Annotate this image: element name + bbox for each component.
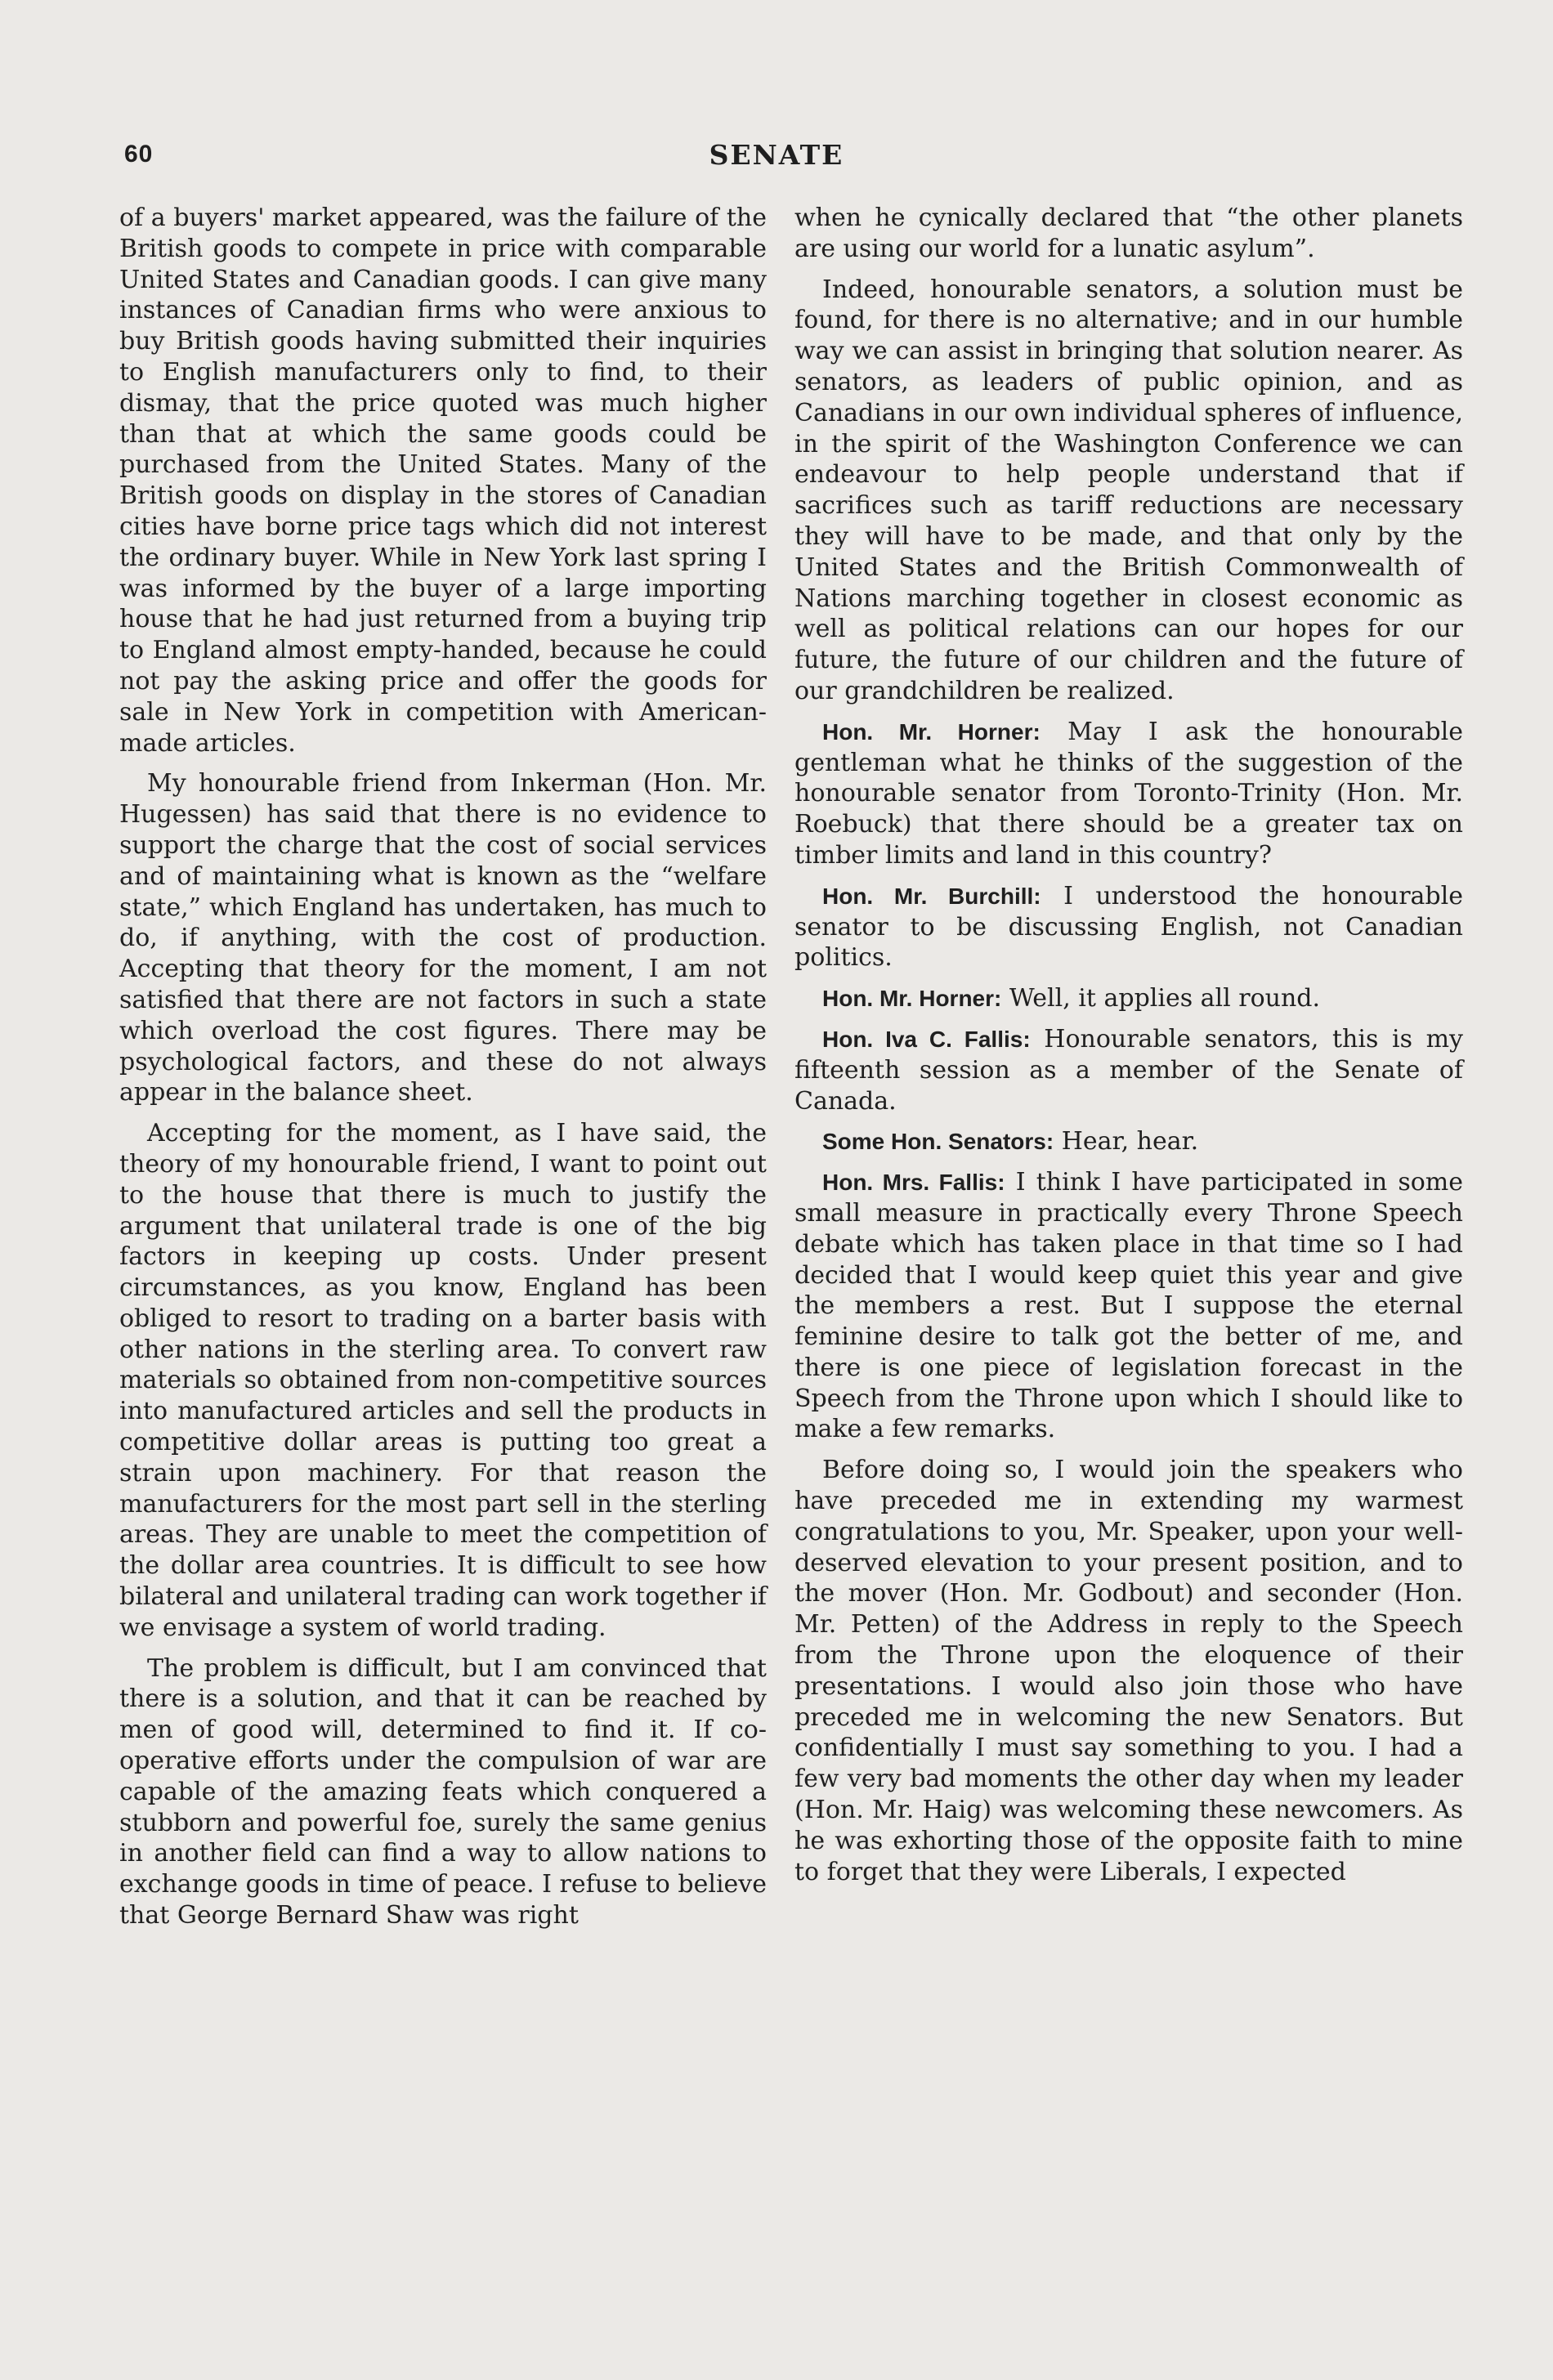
paragraph: of a buyers' market appeared, was the failure of the British goods to compete in price with comparable United States and Canadian goods. I can give many instances of Canadian firms who were anxious to buy British goods having submitted their inquiries to English manufacturers only to find, to their dismay, that the price quoted was much higher than that at which the same goods could be purchased from the United States. Many of the British goods on display in the stores of Canadian cities have borne price tags which did not interest the ordinary buyer. While in New York last spring I was informed by the buyer of a large importing house that he had just returned from a buying trip to England almost empty-handed, because he could not pay the asking price and offer the goods for sale in New York in competition with American-made articles. — [119, 204, 767, 758]
speech-paragraph — [794, 1167, 1463, 1445]
speech-text: Hear, hear. — [1061, 1127, 1199, 1156]
paragraph: when he cynically declared that “the other planets are using our world for a lunatic asylum”. — [794, 204, 1463, 263]
page-title: SENATE — [709, 139, 844, 171]
paragraph: Before doing so, I would join the speakers who have preceded me in extending my warmest congratulations to you, Mr. Speaker, upon your well-deserved elevation to your present position, and to the mover (Hon. Mr. Godbout) and seconder (Hon. Mr. Petten) of the Address in reply to the Speech from the Throne upon the eloquence of their presentations. I would also join those who have preceded me in welcoming the new Senators. But confidentially I must say something to you. I had a few very bad moments the other day when my leader (Hon. Mr. Haig) was welcoming these newcomers. As he was exhorting those of the opposite faith to mine to forget that they were Liberals, I expected — [794, 1456, 1463, 1886]
speech-text: I understood the honourable senator to be discussing English, not Canadian politics. — [794, 881, 1463, 973]
speech-text: I think I have participated in some small measure in practically every Throne Speech debate which has taken place in that time so I had decided that I would keep quiet this year and give the members a rest. But I suppose the eternal feminine desire to talk got the better of me, and there is one piece of legislation forecast in the Speech from the Throne upon which I should like to make a few remarks. — [794, 1168, 1463, 1444]
speaker-name: Hon. Mr. Horner: — [822, 718, 1041, 745]
speech-paragraph — [794, 881, 1463, 973]
speaker-name: Hon. Mrs. Fallis: — [822, 1170, 1005, 1196]
speech-text: Well, it applies all round. — [1009, 984, 1321, 1013]
speaker-name: Some Hon. Senators: — [822, 1129, 1054, 1155]
paragraph: My honourable friend from Inkerman (Hon. Mr. Hugessen) has said that there is no evidence to support the charge that the cost of social services and of maintaining what is known as the “welfare state,” which England has undertaken, has much to do, if anything, with the cost of production. Accepting that theory for the moment, I am not satisfied that there are not factors in such a state which overload the cost figures. There may be psychological factors, and these do not always appear in the balance sheet. — [119, 769, 767, 1107]
speech-text: May I ask the honourable gentleman what he thinks of the suggestion of the honourable senator from Toronto-Trinity (Hon. Mr. Roebuck) that there should be a greater tax on timber limits and land in this country? — [794, 717, 1463, 870]
paragraph: Indeed, honourable senators, a solution must be found, for there is no alternative; and in our humble way we can assist in bringing that solution nearer. As senators, as leaders of public opinion, and as Canadians in our own individual spheres of influence, in the spirit of the Washington Conference we can endeavour to help people understand that if sacrifices such as tariff reductions are necessary they will have to be made, and that only by the United States and the British Commonwealth of Nations marching together in closest economic as well as political relations can our hopes for our future, the future of our children and the future of our grandchildren be realized. — [794, 275, 1463, 705]
paragraph: Accepting for the moment, as I have said, the theory of my honourable friend, I want to point out to the house that there is much to justify the argument that unilateral trade is one of the big factors in keeping up costs. Under present circumstances, as you know, England has been obliged to resort to trading on a barter basis with other nations in the sterling area. To convert raw materials so obtained from non-competitive sources into manufactured articles and sell the products in competitive dollar areas is putting too great a strain upon machinery. For that reason the manufacturers for the most part sell in the sterling areas. They are unable to meet the competition of the dollar area countries. It is difficult to see how bilateral and unilateral trading can work together if we envisage a system of world trading. — [119, 1119, 767, 1642]
speaker-name: Hon. Mr. Horner: — [822, 986, 1002, 1012]
speech-paragraph — [794, 983, 1463, 1014]
speaker-name: Hon. Iva C. Fallis: — [822, 1026, 1031, 1052]
left-column — [119, 203, 767, 1941]
paragraph: The problem is difficult, but I am convinced that there is a solution, and that it can be reached by men of good will, determined to find it. If co-operative efforts under the compulsion of war are capable of the amazing feats which conquered a stubborn and powerful foe, surely the same genius in another field can find a way to allow nations to exchange goods in time of peace. I refuse to believe that George Bernard Shaw was right — [119, 1653, 767, 1930]
speech-text: Honourable senators, this is my fifteenth session as a member of the Senate of Canada. — [794, 1024, 1463, 1116]
speech-paragraph — [794, 1024, 1463, 1116]
speech-paragraph — [794, 1126, 1463, 1157]
right-column — [794, 203, 1463, 1897]
speaker-name: Hon. Mr. Burchill: — [822, 883, 1041, 909]
speech-paragraph — [794, 717, 1463, 871]
page-number: 60 — [124, 141, 154, 168]
